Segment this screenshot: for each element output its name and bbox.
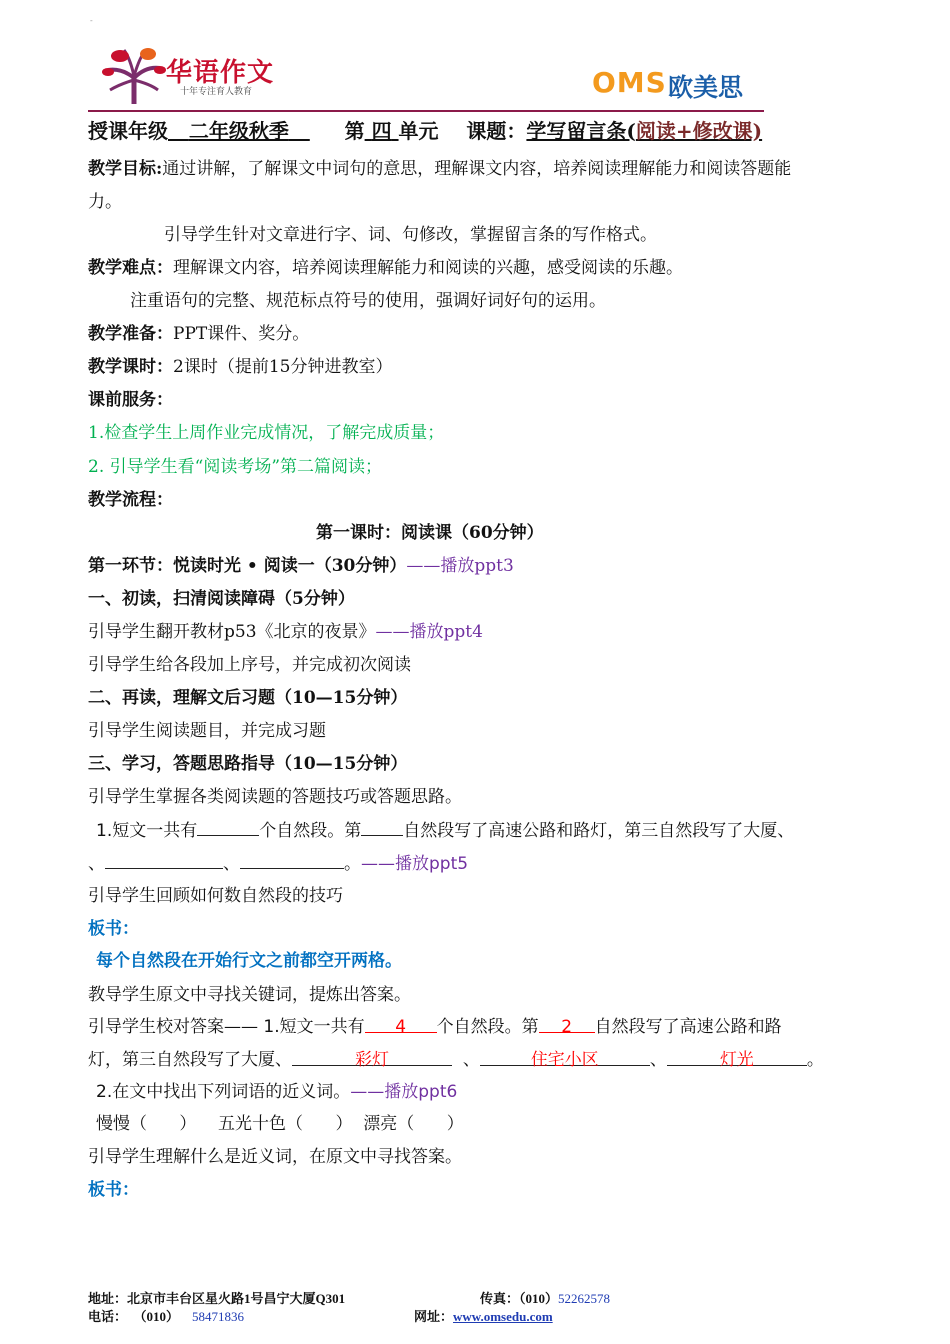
footer-phone: 电话： （010） 58471836 [88, 1309, 245, 1324]
question2-line: 2.在文中找出下列词语的近义词。——播放ppt6 [96, 1082, 458, 1102]
title-line [88, 118, 762, 144]
brand-name: 华语作文 [166, 58, 275, 88]
partner-latin: OMS [592, 66, 667, 99]
grade-value: 二年级秋季 [188, 119, 289, 143]
footer-address: 地址：北京市丰台区星火路1号昌宁大厦Q301 [88, 1291, 346, 1306]
goals-line1b: 力。 [88, 192, 122, 212]
guide-2: 教导学生原文中寻找关键词，提炼出答案。 [88, 985, 411, 1005]
hours-line: 教学课时：2课时（提前15分钟进教室） [88, 357, 393, 377]
footer-fax: 传真：（010）52262578 [480, 1291, 611, 1306]
answer-check-line1: 引导学生校对答案—— 1.短文一共有 4 个自然段。第 2 自然段写了高速公路和路 [88, 1017, 782, 1037]
board-label-1: 板书： [88, 919, 139, 939]
part3-line1: 引导学生掌握各类阅读题的答题技巧或答题思路。 [88, 787, 462, 807]
tree-icon [100, 44, 168, 106]
brand-logo [100, 44, 280, 106]
difficulty-line2: 注重语句的完整、规范标点符号的使用，强调好词好句的运用。 [130, 291, 606, 311]
question2-guide: 引导学生理解什么是近义词，在原文中寻找答案。 [88, 1147, 462, 1167]
part3-heading: 三、学习，答题思路指导（10—15分钟） [88, 754, 408, 774]
part1-line2: 引导学生给各段加上序号，并完成初次阅读 [88, 655, 411, 675]
grade-label: 授课年级 [88, 119, 168, 143]
unit-suffix: 单元 [398, 119, 439, 143]
footer-site: 网址：www.omsedu.com [414, 1309, 553, 1324]
topic-value: 学写留言条(阅读+修改课) [526, 119, 763, 143]
topic-label: 课题： [466, 119, 527, 143]
flow-label: 教学流程： [88, 490, 173, 510]
question2-words: 慢慢（ ） 五光十色（ ） 漂亮（ ） [96, 1114, 464, 1134]
goals-line1: 教学目标:通过讲解，了解课文中词句的意思，理解课文内容，培养阅读理解能力和阅读答题能 [88, 159, 792, 179]
partner-logo [592, 68, 764, 102]
service-item-2: 2. 引导学生看“阅读考场”第二篇阅读； [88, 457, 383, 477]
section1-heading: 第一环节：悦读时光 • 阅读一（30分钟）——播放ppt3 [88, 556, 514, 576]
board-label-2: 板书： [88, 1180, 139, 1200]
question1-line2: 、 、 。——播放ppt5 [88, 854, 469, 874]
question1-line1: 1.短文一共有 个自然段。第 自然段写了高速公路和路灯，第三自然段写了大厦、 [96, 821, 795, 841]
brand-slogan: 十年专注育人教育 [180, 87, 253, 97]
part2-heading: 二、再读，理解文后习题（10—15分钟） [88, 688, 408, 708]
difficulty-line1: 教学难点：理解课文内容，培养阅读理解能力和阅读的兴趣，感受阅读的乐趣。 [88, 258, 683, 278]
service-label: 课前服务： [88, 390, 173, 410]
service-item-1: 1.检查学生上周作业完成情况，了解完成质量； [88, 423, 445, 443]
part2-line1: 引导学生阅读题目，并完成习题 [88, 721, 326, 741]
website-link[interactable]: www.omsedu.com [453, 1309, 553, 1324]
part1-line1: 引导学生翻开教材p53《北京的夜景》——播放ppt4 [88, 622, 483, 642]
lesson-heading: 第一课时：阅读课（60分钟） [316, 523, 544, 543]
corner-mark: - [90, 16, 93, 25]
unit-value: 四 [371, 119, 392, 143]
header-rule [88, 110, 764, 112]
prep-line: 教学准备：PPT课件、奖分。 [88, 324, 310, 344]
partner-cn: 欧美思 [668, 73, 744, 102]
answer-check-line2: 灯，第三自然段写了大厦、 彩灯 、 住宅小区 、 灯光 。 [88, 1050, 824, 1070]
part1-heading: 一、初读，扫清阅读障碍（5分钟） [88, 589, 355, 609]
question1-guide: 引导学生回顾如何数自然段的技巧 [88, 886, 343, 906]
board-text-1: 每个自然段在开始行文之前都空开两格。 [96, 951, 402, 971]
goals-line2: 引导学生针对文章进行字、词、句修改，掌握留言条的写作格式。 [164, 225, 657, 245]
unit-prefix: 第 [344, 119, 365, 143]
